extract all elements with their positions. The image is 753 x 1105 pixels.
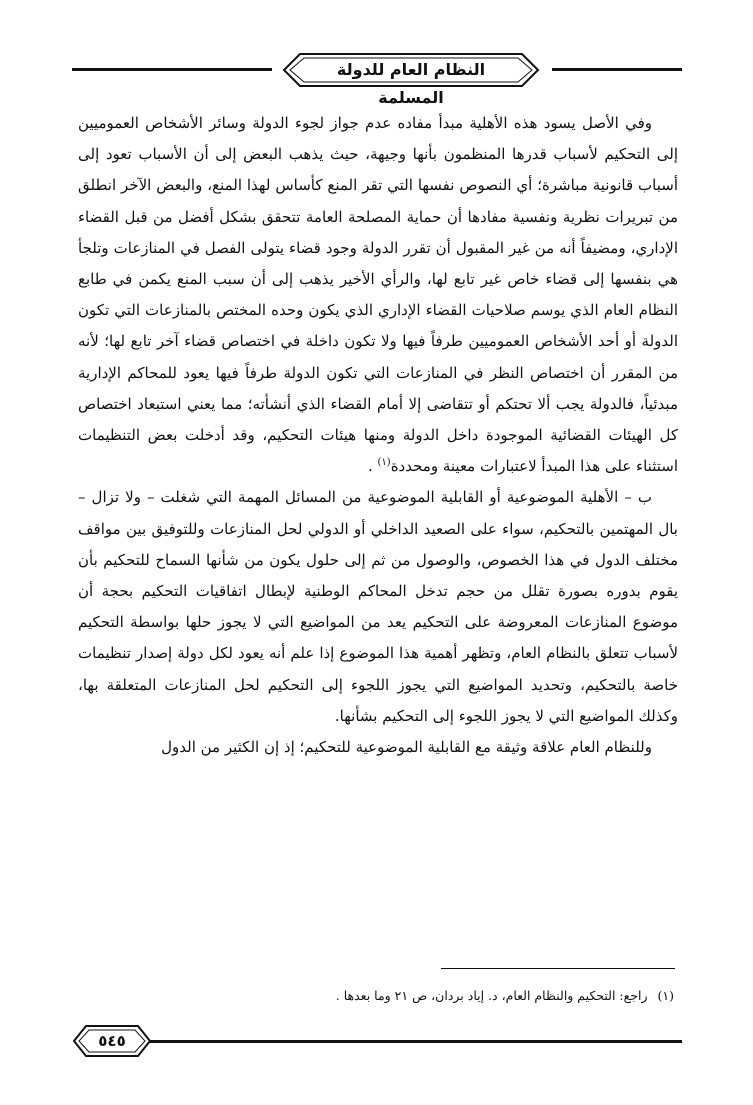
page-footer [72, 1018, 682, 1068]
footnote-separator [441, 968, 675, 969]
footer-rule [142, 1040, 682, 1043]
header-rule-left [72, 68, 272, 71]
body-paragraph: وللنظام العام علاقة وثيقة مع القابلية الموضوعية للتحكيم؛ إذ إن الكثير من الدول [161, 738, 652, 757]
footnote-number: (١) [657, 988, 674, 1003]
header-title: النظام العام للدولة المسلمة [336, 60, 486, 107]
footnote [78, 985, 674, 1007]
paragraph-1-end: . [367, 457, 378, 476]
running-header [72, 40, 682, 107]
footnote-text: راجع: التحكيم والنظام العام، د. إياد بردان، ص ٢١ وما بعدها . [335, 988, 648, 1003]
page-number: ٥٤٥ [98, 1032, 126, 1050]
body-paragraph: ب – الأهلية الموضوعية أو القابلية الموضوعية من المسائل المهمة التي شغلت – ولا تزال – بال المهتمين بالتحكيم، سواء على الصعيد الداخلي أو الدولي لحل المنازعات وللتوفيق بين مواقف مختلف الدول في هذا الخصوص، والوصول من ثم إلى حلول يكون من شأنها السماح للتحكيم بأن يقوم بدوره بصورة تقلل من حجم تدخل المحاكم الوطنية لإبطال اتفاقيات التحكيم بحجة أن موضوع المنازعات المعروضة على التحكيم يعد من المواضيع التي لا يجوز حلها بواسطة التحكيم لأسباب تتعلق بالنظام العام، وتظهر أهمية هذا الموضوع إذا علم أنه يعود لكل دولة إصدار تنظيمات خاصة بالتحكيم، وتحديد المواضيع التي يجوز اللجوء إلى التحكيم لحل المنازعات المتعلقة بها، وكذلك المواضيع التي لا يجوز اللجوء إلى التحكيم بشأنها. [78, 488, 678, 725]
page-body [78, 108, 678, 763]
footnote-reference[interactable]: (١) [377, 457, 391, 469]
body-paragraph [78, 108, 678, 482]
header-rule-right [552, 68, 682, 71]
paragraph-1-text: وفي الأصل يسود هذه الأهلية مبدأ مفاده عدم جواز لجوء الدولة وسائر الأشخاص العموميين إلى التحكيم لأسباب قدرها المنظمون بأنها وجيهة، حيث يذهب البعض إلى أن الأسباب تعود إلى أسباب قانونية مباشرة؛ أي النصوص نفسها التي تقر المنع كأساس لهذا المنع، والبعض الآخر انطلق من تبريرات نظرية ونفسية مفادها أن حماية المصلحة العامة تتحقق بشكل أفضل من قبل القضاء الإداري، ومضيفاً أنه من غير المقبول أن تقرر الدولة وجود قضاء يتولى الفصل في المنازعات وتلجأ هي بنفسها إلى قضاء خاص غير تابع لها، والرأي الأخير يذهب إلى أن سبب المنع يكمن في طابع النظام العام الذي يوسم صلاحيات القضاء الإداري الذي يكون وحده المختص بالمنازعات التي تكون الدولة أو أحد الأشخاص العموميين طرفاً فيها ولا تكون داخلة في اختصاص قضاء آخر تابع لها؛ لأنه من المقرر أن اختصاص النظر في المنازعات التي تكون الدولة طرفاً فيها يعود للمحاكم الإدارية مبدئياً، فالدولة يجب ألا تحتكم أو تتقاضى إلا أمام القضاء الذي أنشأته؛ مما يعني استبعاد اختصاص كل الهيئات القضائية الموجودة داخل الدولة ومنها هيئات التحكيم، وقد أدخلت بعض التنظيمات استثناء على هذا المبدأ لاعتبارات معينة ومحددة [78, 114, 678, 476]
